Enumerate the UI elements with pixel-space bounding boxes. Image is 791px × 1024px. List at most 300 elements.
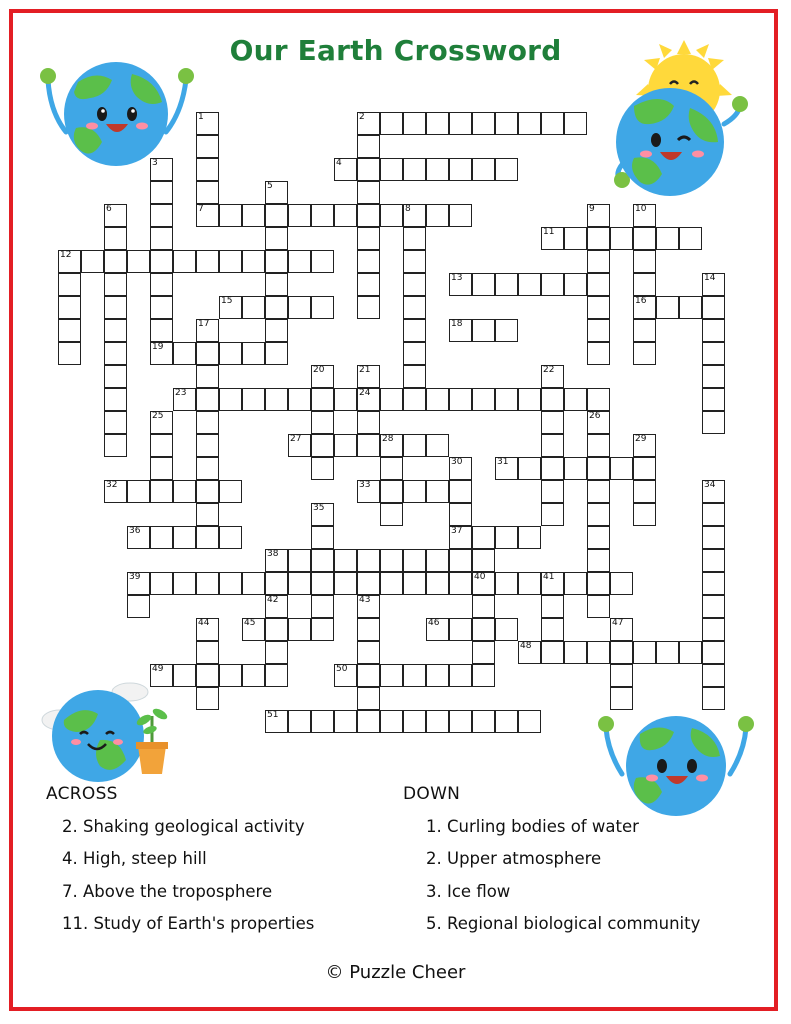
crossword-cell[interactable] xyxy=(196,641,219,664)
crossword-cell[interactable] xyxy=(196,319,219,342)
crossword-cell[interactable] xyxy=(219,526,242,549)
crossword-cell[interactable] xyxy=(403,158,426,181)
crossword-cell[interactable] xyxy=(311,710,334,733)
crossword-cell[interactable] xyxy=(265,227,288,250)
crossword-cell[interactable] xyxy=(196,388,219,411)
crossword-cell[interactable] xyxy=(380,388,403,411)
crossword-cell[interactable] xyxy=(472,618,495,641)
crossword-cell[interactable] xyxy=(403,273,426,296)
crossword-cell[interactable] xyxy=(196,572,219,595)
crossword-cell[interactable] xyxy=(495,618,518,641)
crossword-cell[interactable] xyxy=(311,204,334,227)
crossword-cell[interactable] xyxy=(173,342,196,365)
crossword-cell[interactable] xyxy=(58,342,81,365)
crossword-cell[interactable] xyxy=(587,480,610,503)
crossword-cell[interactable] xyxy=(403,388,426,411)
crossword-cell[interactable] xyxy=(564,273,587,296)
crossword-cell[interactable] xyxy=(518,526,541,549)
crossword-cell[interactable] xyxy=(81,250,104,273)
crossword-cell[interactable] xyxy=(242,618,265,641)
crossword-cell[interactable] xyxy=(311,296,334,319)
crossword-cell[interactable] xyxy=(380,457,403,480)
crossword-cell[interactable] xyxy=(449,388,472,411)
crossword-cell[interactable] xyxy=(541,641,564,664)
crossword-cell[interactable] xyxy=(403,664,426,687)
crossword-cell[interactable] xyxy=(357,227,380,250)
crossword-cell[interactable] xyxy=(541,457,564,480)
crossword-cell[interactable] xyxy=(150,204,173,227)
crossword-cell[interactable] xyxy=(702,503,725,526)
crossword-cell[interactable] xyxy=(357,572,380,595)
crossword-cell[interactable] xyxy=(311,526,334,549)
crossword-cell[interactable] xyxy=(495,526,518,549)
crossword-cell[interactable] xyxy=(288,549,311,572)
crossword-cell[interactable] xyxy=(150,342,173,365)
crossword-cell[interactable] xyxy=(702,388,725,411)
crossword-cell[interactable] xyxy=(702,572,725,595)
crossword-cell[interactable] xyxy=(219,342,242,365)
crossword-cell[interactable] xyxy=(196,181,219,204)
crossword-cell[interactable] xyxy=(265,319,288,342)
crossword-cell[interactable] xyxy=(104,388,127,411)
crossword-cell[interactable] xyxy=(196,457,219,480)
crossword-cell[interactable] xyxy=(518,572,541,595)
crossword-cell[interactable] xyxy=(150,411,173,434)
crossword-cell[interactable] xyxy=(196,480,219,503)
crossword-cell[interactable] xyxy=(265,250,288,273)
crossword-cell[interactable] xyxy=(610,572,633,595)
crossword-cell[interactable] xyxy=(380,572,403,595)
crossword-cell[interactable] xyxy=(150,526,173,549)
crossword-cell[interactable] xyxy=(656,641,679,664)
crossword-cell[interactable] xyxy=(173,526,196,549)
crossword-cell[interactable] xyxy=(495,457,518,480)
crossword-cell[interactable] xyxy=(403,204,426,227)
crossword-cell[interactable] xyxy=(380,434,403,457)
crossword-cell[interactable] xyxy=(311,250,334,273)
crossword-cell[interactable] xyxy=(702,342,725,365)
crossword-cell[interactable] xyxy=(702,549,725,572)
crossword-cell[interactable] xyxy=(518,388,541,411)
crossword-cell[interactable] xyxy=(219,204,242,227)
crossword-cell[interactable] xyxy=(426,549,449,572)
crossword-cell[interactable] xyxy=(564,388,587,411)
crossword-cell[interactable] xyxy=(173,388,196,411)
crossword-cell[interactable] xyxy=(587,549,610,572)
crossword-cell[interactable] xyxy=(564,227,587,250)
crossword-cell[interactable] xyxy=(518,710,541,733)
crossword-cell[interactable] xyxy=(357,296,380,319)
crossword-cell[interactable] xyxy=(633,342,656,365)
crossword-cell[interactable] xyxy=(357,549,380,572)
crossword-cell[interactable] xyxy=(380,664,403,687)
crossword-cell[interactable] xyxy=(449,572,472,595)
crossword-cell[interactable] xyxy=(357,687,380,710)
crossword-cell[interactable] xyxy=(426,158,449,181)
crossword-cell[interactable] xyxy=(104,365,127,388)
crossword-cell[interactable] xyxy=(265,572,288,595)
crossword-cell[interactable] xyxy=(702,273,725,296)
crossword-cell[interactable] xyxy=(265,595,288,618)
crossword-cell[interactable] xyxy=(311,457,334,480)
crossword-cell[interactable] xyxy=(104,227,127,250)
crossword-cell[interactable] xyxy=(449,457,472,480)
crossword-cell[interactable] xyxy=(449,618,472,641)
crossword-cell[interactable] xyxy=(288,710,311,733)
crossword-cell[interactable] xyxy=(288,572,311,595)
crossword-cell[interactable] xyxy=(426,618,449,641)
crossword-cell[interactable] xyxy=(564,112,587,135)
crossword-cell[interactable] xyxy=(127,526,150,549)
crossword-cell[interactable] xyxy=(380,549,403,572)
crossword-cell[interactable] xyxy=(311,572,334,595)
crossword-cell[interactable] xyxy=(311,503,334,526)
crossword-cell[interactable] xyxy=(541,227,564,250)
crossword-cell[interactable] xyxy=(541,618,564,641)
crossword-cell[interactable] xyxy=(449,664,472,687)
crossword-cell[interactable] xyxy=(472,641,495,664)
crossword-cell[interactable] xyxy=(357,411,380,434)
crossword-cell[interactable] xyxy=(265,549,288,572)
crossword-cell[interactable] xyxy=(357,135,380,158)
crossword-cell[interactable] xyxy=(403,480,426,503)
crossword-cell[interactable] xyxy=(334,388,357,411)
crossword-cell[interactable] xyxy=(702,296,725,319)
crossword-cell[interactable] xyxy=(702,618,725,641)
crossword-cell[interactable] xyxy=(104,204,127,227)
crossword-cell[interactable] xyxy=(288,250,311,273)
crossword-cell[interactable] xyxy=(495,273,518,296)
crossword-cell[interactable] xyxy=(311,618,334,641)
crossword-cell[interactable] xyxy=(449,503,472,526)
crossword-cell[interactable] xyxy=(610,687,633,710)
crossword-cell[interactable] xyxy=(472,549,495,572)
crossword-cell[interactable] xyxy=(357,158,380,181)
crossword-cell[interactable] xyxy=(403,434,426,457)
crossword-cell[interactable] xyxy=(472,388,495,411)
crossword-cell[interactable] xyxy=(403,342,426,365)
crossword-cell[interactable] xyxy=(403,710,426,733)
crossword-cell[interactable] xyxy=(679,227,702,250)
crossword-cell[interactable] xyxy=(242,250,265,273)
crossword-cell[interactable] xyxy=(104,273,127,296)
crossword-cell[interactable] xyxy=(357,595,380,618)
crossword-cell[interactable] xyxy=(104,319,127,342)
crossword-cell[interactable] xyxy=(587,457,610,480)
crossword-cell[interactable] xyxy=(58,250,81,273)
crossword-cell[interactable] xyxy=(449,526,472,549)
crossword-cell[interactable] xyxy=(495,112,518,135)
crossword-cell[interactable] xyxy=(104,342,127,365)
crossword-cell[interactable] xyxy=(426,664,449,687)
crossword-cell[interactable] xyxy=(587,595,610,618)
crossword-cell[interactable] xyxy=(495,158,518,181)
crossword-cell[interactable] xyxy=(357,250,380,273)
crossword-cell[interactable] xyxy=(518,641,541,664)
crossword-cell[interactable] xyxy=(564,572,587,595)
crossword-cell[interactable] xyxy=(633,457,656,480)
crossword-cell[interactable] xyxy=(242,204,265,227)
crossword-cell[interactable] xyxy=(495,319,518,342)
crossword-cell[interactable] xyxy=(219,388,242,411)
crossword-cell[interactable] xyxy=(311,388,334,411)
crossword-cell[interactable] xyxy=(426,204,449,227)
crossword-cell[interactable] xyxy=(633,503,656,526)
crossword-cell[interactable] xyxy=(564,641,587,664)
crossword-cell[interactable] xyxy=(587,227,610,250)
crossword-cell[interactable] xyxy=(104,480,127,503)
crossword-cell[interactable] xyxy=(196,618,219,641)
crossword-cell[interactable] xyxy=(702,365,725,388)
crossword-cell[interactable] xyxy=(196,112,219,135)
crossword-cell[interactable] xyxy=(702,664,725,687)
crossword-cell[interactable] xyxy=(541,411,564,434)
crossword-cell[interactable] xyxy=(403,572,426,595)
crossword-cell[interactable] xyxy=(242,664,265,687)
crossword-cell[interactable] xyxy=(472,710,495,733)
crossword-cell[interactable] xyxy=(196,687,219,710)
crossword-cell[interactable] xyxy=(265,204,288,227)
crossword-cell[interactable] xyxy=(702,641,725,664)
crossword-cell[interactable] xyxy=(380,503,403,526)
crossword-cell[interactable] xyxy=(265,641,288,664)
crossword-cell[interactable] xyxy=(449,549,472,572)
crossword-cell[interactable] xyxy=(449,158,472,181)
crossword-cell[interactable] xyxy=(449,710,472,733)
crossword-cell[interactable] xyxy=(288,434,311,457)
crossword-cell[interactable] xyxy=(541,503,564,526)
crossword-cell[interactable] xyxy=(104,411,127,434)
crossword-cell[interactable] xyxy=(403,112,426,135)
crossword-cell[interactable] xyxy=(58,273,81,296)
crossword-cell[interactable] xyxy=(127,572,150,595)
crossword-cell[interactable] xyxy=(150,480,173,503)
crossword-cell[interactable] xyxy=(311,549,334,572)
crossword-cell[interactable] xyxy=(150,319,173,342)
crossword-cell[interactable] xyxy=(702,411,725,434)
crossword-cell[interactable] xyxy=(702,526,725,549)
crossword-cell[interactable] xyxy=(426,572,449,595)
crossword-cell[interactable] xyxy=(587,273,610,296)
crossword-cell[interactable] xyxy=(150,457,173,480)
crossword-cell[interactable] xyxy=(242,296,265,319)
crossword-cell[interactable] xyxy=(426,434,449,457)
crossword-cell[interactable] xyxy=(403,227,426,250)
crossword-cell[interactable] xyxy=(196,158,219,181)
crossword-cell[interactable] xyxy=(196,434,219,457)
crossword-cell[interactable] xyxy=(541,273,564,296)
crossword-cell[interactable] xyxy=(380,112,403,135)
crossword-cell[interactable] xyxy=(357,710,380,733)
crossword-cell[interactable] xyxy=(449,204,472,227)
crossword-cell[interactable] xyxy=(127,480,150,503)
crossword-cell[interactable] xyxy=(426,388,449,411)
crossword-cell[interactable] xyxy=(610,227,633,250)
crossword-cell[interactable] xyxy=(426,112,449,135)
crossword-cell[interactable] xyxy=(265,342,288,365)
crossword-cell[interactable] xyxy=(219,664,242,687)
crossword-cell[interactable] xyxy=(587,434,610,457)
crossword-cell[interactable] xyxy=(472,319,495,342)
crossword-cell[interactable] xyxy=(633,480,656,503)
crossword-cell[interactable] xyxy=(288,204,311,227)
crossword-cell[interactable] xyxy=(564,457,587,480)
crossword-cell[interactable] xyxy=(380,710,403,733)
crossword-cell[interactable] xyxy=(541,434,564,457)
crossword-cell[interactable] xyxy=(403,296,426,319)
crossword-cell[interactable] xyxy=(495,710,518,733)
crossword-cell[interactable] xyxy=(357,618,380,641)
crossword-cell[interactable] xyxy=(610,641,633,664)
crossword-cell[interactable] xyxy=(587,388,610,411)
crossword-cell[interactable] xyxy=(104,296,127,319)
crossword-cell[interactable] xyxy=(265,664,288,687)
crossword-cell[interactable] xyxy=(58,296,81,319)
crossword-cell[interactable] xyxy=(449,319,472,342)
crossword-cell[interactable] xyxy=(403,549,426,572)
crossword-cell[interactable] xyxy=(403,319,426,342)
crossword-cell[interactable] xyxy=(357,480,380,503)
crossword-cell[interactable] xyxy=(173,250,196,273)
crossword-cell[interactable] xyxy=(426,480,449,503)
crossword-cell[interactable] xyxy=(449,273,472,296)
crossword-cell[interactable] xyxy=(679,641,702,664)
crossword-cell[interactable] xyxy=(541,388,564,411)
crossword-cell[interactable] xyxy=(334,549,357,572)
crossword-cell[interactable] xyxy=(265,710,288,733)
crossword-cell[interactable] xyxy=(150,181,173,204)
crossword-cell[interactable] xyxy=(633,204,656,227)
crossword-cell[interactable] xyxy=(518,273,541,296)
crossword-cell[interactable] xyxy=(449,112,472,135)
crossword-cell[interactable] xyxy=(150,273,173,296)
crossword-cell[interactable] xyxy=(472,112,495,135)
crossword-cell[interactable] xyxy=(518,112,541,135)
crossword-cell[interactable] xyxy=(357,388,380,411)
crossword-cell[interactable] xyxy=(633,434,656,457)
crossword-cell[interactable] xyxy=(449,480,472,503)
crossword-cell[interactable] xyxy=(610,457,633,480)
crossword-cell[interactable] xyxy=(633,319,656,342)
crossword-cell[interactable] xyxy=(357,112,380,135)
crossword-cell[interactable] xyxy=(541,572,564,595)
crossword-cell[interactable] xyxy=(150,572,173,595)
crossword-cell[interactable] xyxy=(495,388,518,411)
crossword-cell[interactable] xyxy=(196,204,219,227)
crossword-cell[interactable] xyxy=(196,526,219,549)
crossword-cell[interactable] xyxy=(173,480,196,503)
crossword-cell[interactable] xyxy=(196,411,219,434)
crossword-cell[interactable] xyxy=(587,411,610,434)
crossword-cell[interactable] xyxy=(265,181,288,204)
crossword-cell[interactable] xyxy=(265,296,288,319)
crossword-cell[interactable] xyxy=(587,204,610,227)
crossword-cell[interactable] xyxy=(541,595,564,618)
crossword-cell[interactable] xyxy=(472,595,495,618)
crossword-cell[interactable] xyxy=(127,595,150,618)
crossword-cell[interactable] xyxy=(679,296,702,319)
crossword-cell[interactable] xyxy=(610,664,633,687)
crossword-cell[interactable] xyxy=(219,296,242,319)
crossword-cell[interactable] xyxy=(311,365,334,388)
crossword-cell[interactable] xyxy=(587,319,610,342)
crossword-cell[interactable] xyxy=(311,595,334,618)
crossword-cell[interactable] xyxy=(610,618,633,641)
crossword-cell[interactable] xyxy=(702,480,725,503)
crossword-cell[interactable] xyxy=(150,296,173,319)
crossword-cell[interactable] xyxy=(702,319,725,342)
crossword-cell[interactable] xyxy=(357,434,380,457)
crossword-cell[interactable] xyxy=(357,664,380,687)
crossword-cell[interactable] xyxy=(587,641,610,664)
crossword-cell[interactable] xyxy=(196,503,219,526)
crossword-cell[interactable] xyxy=(472,526,495,549)
crossword-cell[interactable] xyxy=(104,434,127,457)
crossword-cell[interactable] xyxy=(472,572,495,595)
crossword-cell[interactable] xyxy=(265,273,288,296)
crossword-cell[interactable] xyxy=(357,641,380,664)
crossword-cell[interactable] xyxy=(357,204,380,227)
crossword-cell[interactable] xyxy=(150,434,173,457)
crossword-cell[interactable] xyxy=(702,687,725,710)
crossword-cell[interactable] xyxy=(587,296,610,319)
crossword-cell[interactable] xyxy=(288,618,311,641)
crossword-cell[interactable] xyxy=(334,434,357,457)
crossword-cell[interactable] xyxy=(127,250,150,273)
crossword-cell[interactable] xyxy=(288,296,311,319)
crossword-cell[interactable] xyxy=(357,181,380,204)
crossword-cell[interactable] xyxy=(702,595,725,618)
crossword-cell[interactable] xyxy=(541,365,564,388)
crossword-cell[interactable] xyxy=(58,319,81,342)
crossword-cell[interactable] xyxy=(587,250,610,273)
crossword-cell[interactable] xyxy=(334,158,357,181)
crossword-cell[interactable] xyxy=(265,618,288,641)
crossword-cell[interactable] xyxy=(656,227,679,250)
crossword-cell[interactable] xyxy=(403,250,426,273)
crossword-cell[interactable] xyxy=(265,388,288,411)
crossword-cell[interactable] xyxy=(196,365,219,388)
crossword-cell[interactable] xyxy=(357,365,380,388)
crossword-cell[interactable] xyxy=(334,572,357,595)
crossword-cell[interactable] xyxy=(334,664,357,687)
crossword-cell[interactable] xyxy=(196,664,219,687)
crossword-cell[interactable] xyxy=(587,572,610,595)
crossword-cell[interactable] xyxy=(633,227,656,250)
crossword-cell[interactable] xyxy=(495,572,518,595)
crossword-cell[interactable] xyxy=(541,480,564,503)
crossword-cell[interactable] xyxy=(633,250,656,273)
crossword-cell[interactable] xyxy=(633,273,656,296)
crossword-cell[interactable] xyxy=(472,273,495,296)
crossword-cell[interactable] xyxy=(334,710,357,733)
crossword-cell[interactable] xyxy=(150,227,173,250)
crossword-cell[interactable] xyxy=(196,342,219,365)
crossword-cell[interactable] xyxy=(587,526,610,549)
crossword-cell[interactable] xyxy=(242,572,265,595)
crossword-cell[interactable] xyxy=(541,112,564,135)
crossword-cell[interactable] xyxy=(311,411,334,434)
crossword-cell[interactable] xyxy=(288,388,311,411)
crossword-cell[interactable] xyxy=(403,365,426,388)
crossword-cell[interactable] xyxy=(196,135,219,158)
crossword-cell[interactable] xyxy=(472,664,495,687)
crossword-cell[interactable] xyxy=(633,296,656,319)
crossword-cell[interactable] xyxy=(357,273,380,296)
crossword-cell[interactable] xyxy=(219,250,242,273)
crossword-cell[interactable] xyxy=(311,434,334,457)
crossword-cell[interactable] xyxy=(334,204,357,227)
